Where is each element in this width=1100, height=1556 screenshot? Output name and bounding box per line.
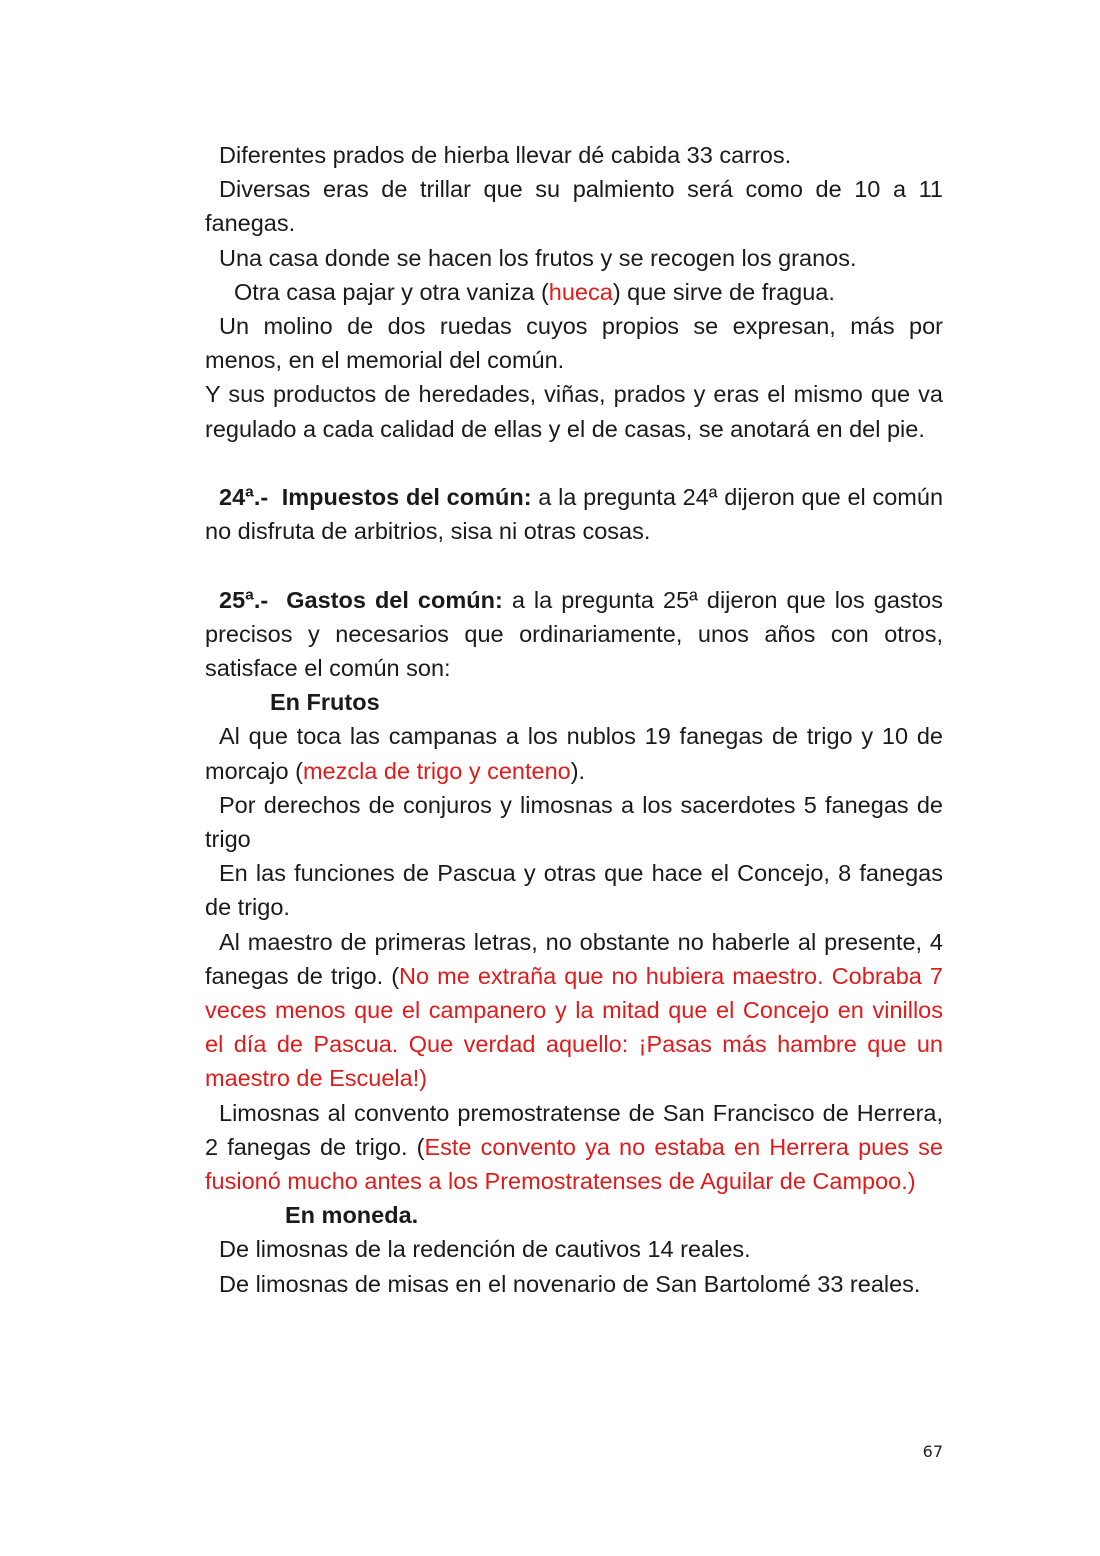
item-cautivos: De limosnas de la redención de cautivos 14 reales. bbox=[219, 1236, 751, 1263]
item-conjuros: Por derechos de conjuros y limosnas a los sacerdotes 5 fanegas de trigo bbox=[205, 791, 943, 853]
question-24-text: a la pregunta 24ª dijeron que el común no disfruta de arbitrios, sisa ni otras cosas. bbox=[205, 484, 944, 545]
paragraph-prados: Diferentes prados de hierba llevar dé cabida 33 carros. bbox=[219, 142, 792, 168]
item-maestro bbox=[205, 925, 943, 1096]
item-campanas-text-a: Al que toca las campanas a los nublos 19 fanegas de trigo y 10 de morcajo ( bbox=[205, 723, 943, 784]
question-25-number: 25ª.- bbox=[219, 586, 269, 613]
page-number: 67 bbox=[922, 1442, 943, 1461]
item-campanas-text-b: ). bbox=[570, 757, 586, 784]
document-body bbox=[205, 138, 943, 1301]
paragraph-eras: Diversas eras de trillar que su palmiento será como de 10 a 11 fanegas. bbox=[205, 176, 943, 237]
item-pascua: En las funciones de Pascua y otras que hace el Concejo, 8 fanegas de trigo. bbox=[205, 860, 943, 921]
annotation-morcajo: mezcla de trigo y centeno bbox=[302, 757, 571, 784]
item-maestro-text: Al maestro de primeras letras, no obstante no haberle al presente, 4 fanegas de trigo. ( bbox=[205, 928, 943, 989]
heading-en-moneda: En moneda. bbox=[285, 1202, 419, 1229]
question-24-title: Impuestos del común: bbox=[281, 484, 532, 511]
question-24-number: 24ª.- bbox=[219, 484, 269, 511]
annotation-maestro: No me extraña que no hubiera maestro. Cobraba 7 veces menos que el campanero y la mitad que el Concejo en vinillos el día de Pascua. Que verdad aquello: ¡Pasas más hambre que un maestro de Escuela!) bbox=[205, 962, 943, 1092]
annotation-hueca: hueca bbox=[548, 278, 613, 305]
item-convento-text: Limosnas al convento premostratense de San Francisco de Herrera, 2 fanegas de trigo. ( bbox=[205, 1099, 943, 1160]
annotation-convento: Este convento ya no estaba en Herrera pues se fusionó mucho antes a los Premostratenses de Aguilar de Campoo.) bbox=[205, 1133, 943, 1195]
question-25-title: Gastos del común: bbox=[286, 586, 503, 613]
question-25 bbox=[205, 583, 943, 686]
paragraph-pajar-text-b: ) que sirve de fragua. bbox=[612, 278, 835, 305]
paragraph-pajar-text-a: Otra casa pajar y otra vaniza ( bbox=[234, 278, 549, 305]
item-misas: De limosnas de misas en el novenario de San Bartolomé 33 reales. bbox=[219, 1270, 921, 1297]
heading-en-frutos: En Frutos bbox=[270, 689, 380, 716]
question-24 bbox=[205, 480, 943, 548]
paragraph-pajar bbox=[205, 275, 943, 309]
question-25-text: a la pregunta 25ª dijeron que los gastos precisos y necesarios que ordinariamente, unos años con otros, satisface el común son: bbox=[205, 586, 943, 682]
item-convento bbox=[205, 1096, 943, 1199]
spacer bbox=[205, 446, 943, 480]
item-campanas bbox=[205, 719, 943, 787]
paragraph-productos: Y sus productos de heredades, viñas, prados y eras el mismo que va regulado a cada calidad de ellas y el de casas, se anotará en del pie. bbox=[205, 381, 943, 442]
paragraph-casa: Una casa donde se hacen los frutos y se recogen los granos. bbox=[219, 244, 857, 271]
paragraph-molino: Un molino de dos ruedas cuyos propios se expresan, más por menos, en el memorial del común. bbox=[205, 313, 943, 374]
spacer bbox=[205, 548, 943, 582]
